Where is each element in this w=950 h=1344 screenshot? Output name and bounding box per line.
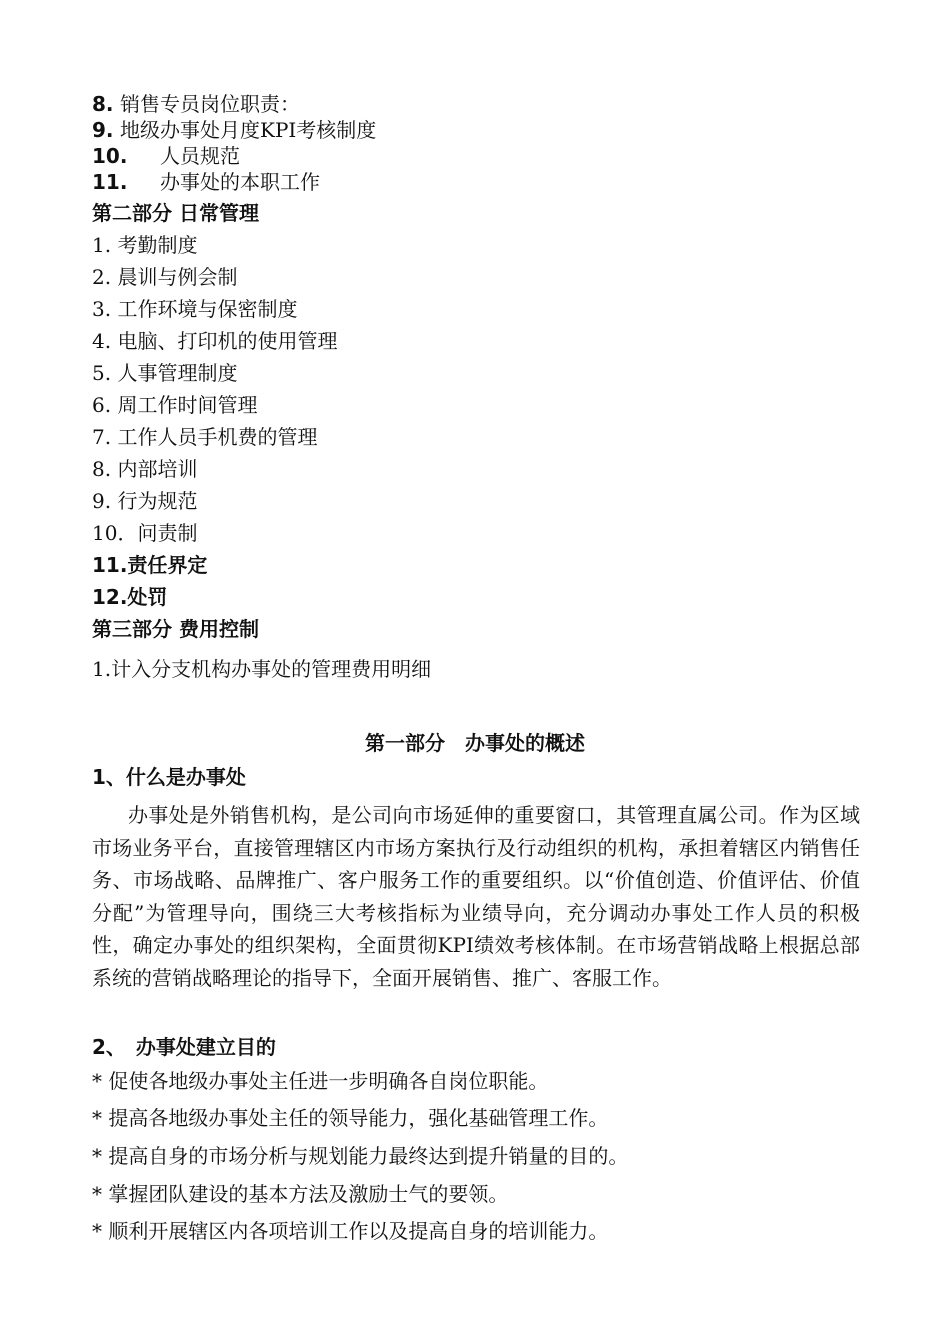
toc-item-text: 人员规范	[160, 144, 240, 168]
section2-bullet: * 提高各地级办事处主任的领导能力，强化基础管理工作。	[92, 1106, 609, 1130]
toc-item	[92, 91, 300, 117]
part2-item: 2. 晨训与例会制	[92, 265, 238, 289]
section2-bullet: * 顺利开展辖区内各项培训工作以及提高自身的培训能力。	[92, 1219, 609, 1243]
section2-bullet: * 促使各地级办事处主任进一步明确各自岗位职能。	[92, 1069, 549, 1093]
section2-heading: 2、 办事处建立目的	[92, 1035, 276, 1059]
section2-bullet: * 提高自身的市场分析与规划能力最终达到提升销量的目的。	[92, 1144, 629, 1168]
part2-heading: 第二部分 日常管理	[92, 201, 259, 225]
part2-item: 6. 周工作时间管理	[92, 393, 258, 417]
part2-item: 8. 内部培训	[92, 457, 198, 481]
part2-item: 3. 工作环境与保密制度	[92, 297, 298, 321]
part2-item: 4. 电脑、打印机的使用管理	[92, 329, 338, 353]
toc-item-number: 9.	[92, 118, 114, 142]
part2-item: 9. 行为规范	[92, 489, 198, 513]
part3-item: 1.计入分支机构办事处的管理费用明细	[92, 657, 432, 681]
toc-item-number: 11.	[92, 170, 128, 194]
section1-heading: 1、什么是办事处	[92, 765, 246, 789]
part2-item: 1. 考勤制度	[92, 233, 198, 257]
toc-item-text: 办事处的本职工作	[160, 170, 320, 194]
part2-item: 5. 人事管理制度	[92, 361, 238, 385]
toc-item-number: 8.	[92, 92, 114, 116]
toc-item	[92, 143, 240, 169]
toc-item	[92, 169, 320, 195]
part2-bold-item: 12.处罚	[92, 585, 168, 609]
section1-paragraph: 办事处是外销售机构，是公司向市场延伸的重要窗口，其管理直属公司。作为区域市场业务平台，直接管理辖区内市场方案执行及行动组织的机构，承担着辖区内销售任务、市场战略、品牌推广、客户服务工作的重要组织。以“价值创造、价值评估、价值分配”为管理导向，围绕三大考核指标为业绩导向，充分调动办事处工作人员的积极性，确定办事处的组织架构，全面贯彻KPI绩效考核体制。在市场营销战略上根据总部系统的营销战略理论的指导下，全面开展销售、推广、客服工作。	[92, 803, 860, 990]
section2-bullet: * 掌握团队建设的基本方法及激励士气的要领。	[92, 1182, 509, 1206]
toc-item-text: 地级办事处月度KPI考核制度	[120, 118, 377, 142]
section-title: 第一部分 办事处的概述	[365, 731, 585, 755]
part2-item: 7. 工作人员手机费的管理	[92, 425, 318, 449]
part3-heading: 第三部分 费用控制	[92, 617, 259, 641]
toc-item	[92, 117, 376, 143]
part2-bold-item: 11.责任界定	[92, 553, 208, 577]
toc-item-text: 销售专员岗位职责：	[120, 92, 300, 116]
part2-item: 10．问责制	[92, 521, 198, 545]
toc-item-number: 10.	[92, 144, 128, 168]
